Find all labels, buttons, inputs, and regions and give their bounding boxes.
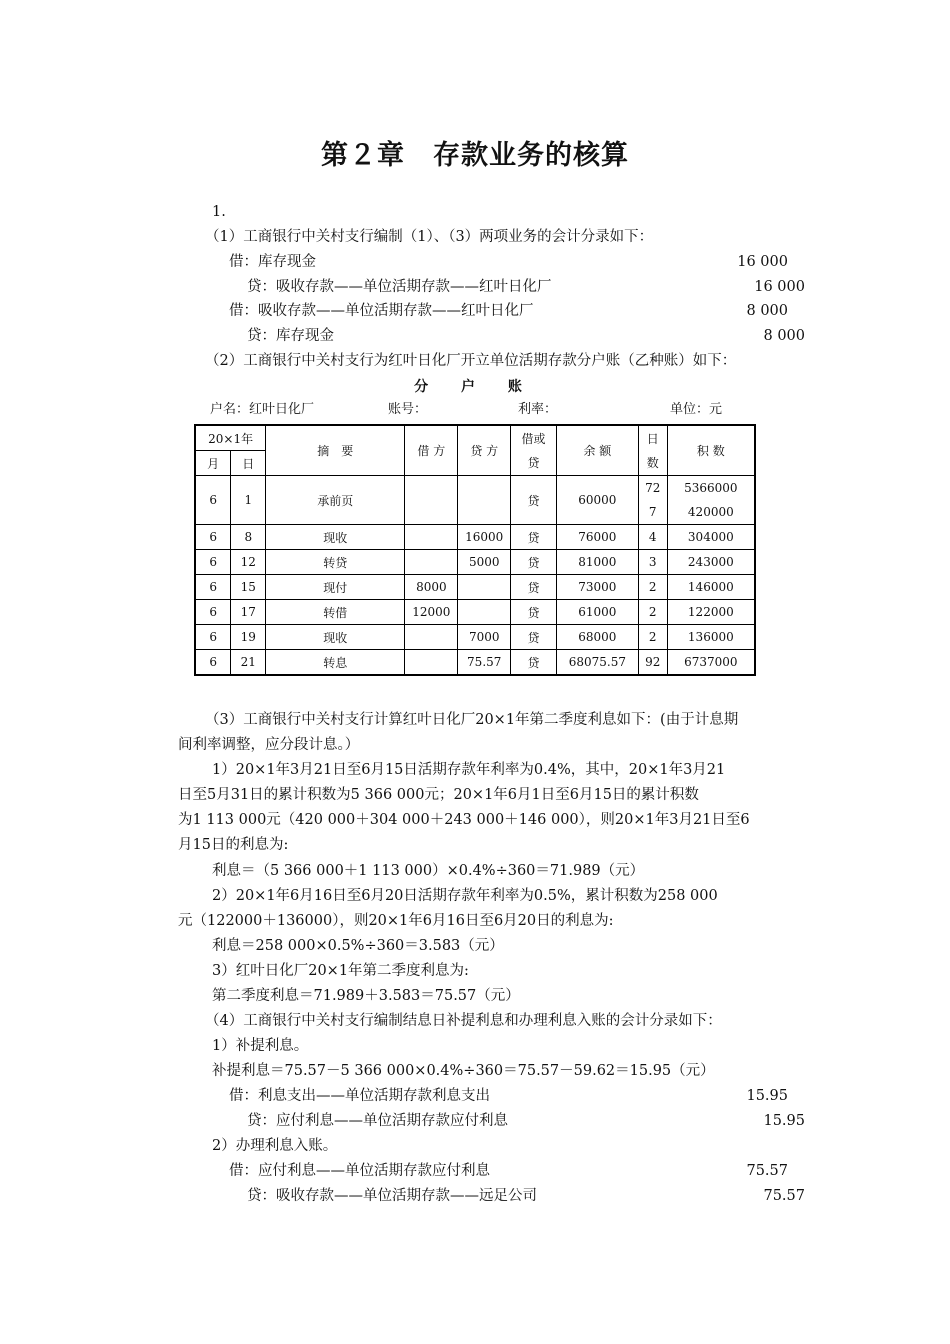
header-days: 日 数	[638, 425, 667, 476]
header-year: 20×1年	[195, 425, 266, 451]
cell-day: 15	[231, 575, 266, 600]
cell-days: 2	[638, 575, 667, 600]
cell-days: 4	[638, 525, 667, 550]
ledger-account-no: 账号：	[388, 402, 428, 417]
cell-days: 2	[638, 600, 667, 625]
cell-dc: 贷	[511, 525, 557, 550]
cell-day: 17	[231, 600, 266, 625]
cell-day: 19	[231, 625, 266, 650]
formula-line: 第二季度利息＝71.989＋3.583＝75.57（元）	[212, 988, 520, 1004]
cell-product: 136000	[667, 625, 755, 650]
cell-debit	[405, 525, 458, 550]
header-debit-or-credit: 借或 贷	[511, 425, 557, 476]
table-row	[195, 650, 755, 676]
cell-day: 21	[231, 650, 266, 676]
cell-day: 8	[231, 525, 266, 550]
table-row	[195, 625, 755, 650]
cell-balance: 73000	[556, 575, 638, 600]
entry-credit-text: 贷：应付利息——单位活期存款应付利息	[247, 1113, 508, 1129]
text-line: 2）20×1年6月16日至6月20日活期存款年利率为0.5%，累计积数为258 000	[212, 888, 718, 904]
ledger-title: 分 户 账	[414, 379, 536, 395]
chapter-title: 第２章 存款业务的核算	[321, 140, 629, 171]
cell-product: 304000	[667, 525, 755, 550]
cell-credit: 75.57	[458, 650, 511, 676]
ledger-rate: 利率：	[518, 402, 558, 417]
cell-month: 6	[195, 476, 231, 525]
ledger-account-name: 户名：红叶日化厂	[210, 402, 315, 417]
cell-day: 1	[231, 476, 266, 525]
text-line: （3）工商银行中关村支行计算红叶日化厂20×1年第二季度利息如下：(由于计息期	[205, 712, 739, 728]
item-number: 1.	[212, 204, 226, 220]
ledger-table	[194, 424, 756, 676]
cell-month: 6	[195, 575, 231, 600]
text-line: 1）补提利息。	[212, 1038, 309, 1054]
ledger-header-row	[195, 425, 755, 451]
table-row	[195, 476, 755, 501]
cell-summary: 承前页	[266, 476, 405, 525]
entry-amount: 75.57	[763, 1188, 805, 1204]
entry-amount: 75.57	[746, 1163, 788, 1179]
cell-month: 6	[195, 525, 231, 550]
cell-debit	[405, 476, 458, 525]
cell-summary: 转贷	[266, 550, 405, 575]
header-day: 日	[231, 451, 266, 476]
text-line: 1）20×1年3月21日至6月15日活期存款年利率为0.4%，其中，20×1年3月21	[212, 762, 726, 778]
cell-balance: 81000	[556, 550, 638, 575]
cell-balance: 68075.57	[556, 650, 638, 676]
entry-amount: 15.95	[746, 1088, 788, 1104]
entry-credit-text: 贷：吸收存款——单位活期存款——红叶日化厂	[247, 279, 552, 295]
cell-days: 2	[638, 625, 667, 650]
cell-credit: 16000	[458, 525, 511, 550]
entry-debit-text: 借：利息支出——单位活期存款利息支出	[229, 1088, 490, 1104]
entry-credit-text: 贷：库存现金	[247, 328, 334, 344]
cell-days: 92	[638, 650, 667, 676]
formula-line: 利息＝258 000×0.5%÷360＝3.583（元）	[212, 938, 504, 954]
entry-credit-text: 贷：吸收存款——单位活期存款——远足公司	[247, 1188, 537, 1204]
formula-line: 补提利息＝75.57－5 366 000×0.4%÷360＝75.57－59.62＝15.95（元）	[212, 1063, 715, 1079]
cell-month: 6	[195, 550, 231, 575]
cell-dc: 贷	[511, 650, 557, 676]
entry-debit-text: 借：库存现金	[229, 254, 316, 270]
ledger-unit: 单位：元	[670, 402, 723, 417]
text-line: （4）工商银行中关村支行编制结息日补提利息和办理利息入账的会计分录如下：	[205, 1013, 722, 1029]
cell-credit: 5000	[458, 550, 511, 575]
header-balance: 余 额	[556, 425, 638, 476]
table-row	[195, 575, 755, 600]
cell-product: 122000	[667, 600, 755, 625]
cell-day: 12	[231, 550, 266, 575]
header-debit: 借 方	[405, 425, 458, 476]
text-line: 元（122000＋136000），则20×1年6月16日至6月20日的利息为:	[178, 913, 614, 929]
text-line: 月15日的利息为:	[178, 837, 289, 853]
entry-debit-text: 借：吸收存款——单位活期存款——红叶日化厂	[229, 303, 534, 319]
paragraph-2: （2）工商银行中关村支行为红叶日化厂开立单位活期存款分户账（乙种账）如下：	[205, 353, 737, 369]
cell-days: 72	[638, 476, 667, 501]
entry-amount: 16 000	[754, 279, 805, 295]
cell-product: 243000	[667, 550, 755, 575]
cell-month: 6	[195, 600, 231, 625]
table-row	[195, 600, 755, 625]
cell-product: 5366000	[667, 476, 755, 501]
cell-balance: 61000	[556, 600, 638, 625]
cell-dc: 贷	[511, 625, 557, 650]
entry-debit-text: 借：应付利息——单位活期存款应付利息	[229, 1163, 490, 1179]
cell-dc: 贷	[511, 600, 557, 625]
paragraph-1: （1）工商银行中关村支行编制（1）、（3）两项业务的会计分录如下：	[205, 229, 654, 245]
cell-product: 6737000	[667, 650, 755, 676]
cell-credit: 7000	[458, 625, 511, 650]
header-product: 积 数	[667, 425, 755, 476]
text-line: 日至5月31日的累计积数为5 366 000元；20×1年6月1日至6月15日的累计积数	[178, 787, 699, 803]
cell-summary: 转借	[266, 600, 405, 625]
cell-balance: 60000	[556, 476, 638, 525]
text-line: 间利率调整，应分段计息。）	[178, 737, 360, 753]
entry-amount: 15.95	[763, 1113, 805, 1129]
cell-credit	[458, 476, 511, 525]
cell-debit: 12000	[405, 600, 458, 625]
cell-debit	[405, 650, 458, 676]
cell-dc: 贷	[511, 476, 557, 525]
cell-summary: 现收	[266, 625, 405, 650]
text-line: 2）办理利息入账。	[212, 1138, 338, 1154]
text-line: 为1 113 000元（420 000＋304 000＋243 000＋146 000），则20×1年3月21日至6	[178, 812, 750, 828]
entry-amount: 16 000	[737, 254, 788, 270]
cell-debit	[405, 550, 458, 575]
cell-debit: 8000	[405, 575, 458, 600]
cell-days: 7	[638, 500, 667, 525]
cell-month: 6	[195, 625, 231, 650]
cell-balance: 68000	[556, 625, 638, 650]
cell-dc: 贷	[511, 575, 557, 600]
table-row	[195, 525, 755, 550]
text-line: 3）红叶日化厂20×1年第二季度利息为:	[212, 963, 469, 979]
cell-month: 6	[195, 650, 231, 676]
cell-credit	[458, 575, 511, 600]
cell-summary: 转息	[266, 650, 405, 676]
cell-product: 146000	[667, 575, 755, 600]
cell-debit	[405, 625, 458, 650]
header-month: 月	[195, 451, 231, 476]
cell-credit	[458, 600, 511, 625]
entry-amount: 8 000	[763, 328, 805, 344]
cell-summary: 现付	[266, 575, 405, 600]
table-row	[195, 550, 755, 575]
cell-balance: 76000	[556, 525, 638, 550]
formula-line: 利息＝（5 366 000＋1 113 000）×0.4%÷360＝71.989（元）	[212, 863, 645, 879]
cell-product: 420000	[667, 500, 755, 525]
cell-days: 3	[638, 550, 667, 575]
cell-summary: 现收	[266, 525, 405, 550]
header-credit: 贷 方	[458, 425, 511, 476]
entry-amount: 8 000	[746, 303, 788, 319]
cell-dc: 贷	[511, 550, 557, 575]
header-summary: 摘 要	[266, 425, 405, 476]
